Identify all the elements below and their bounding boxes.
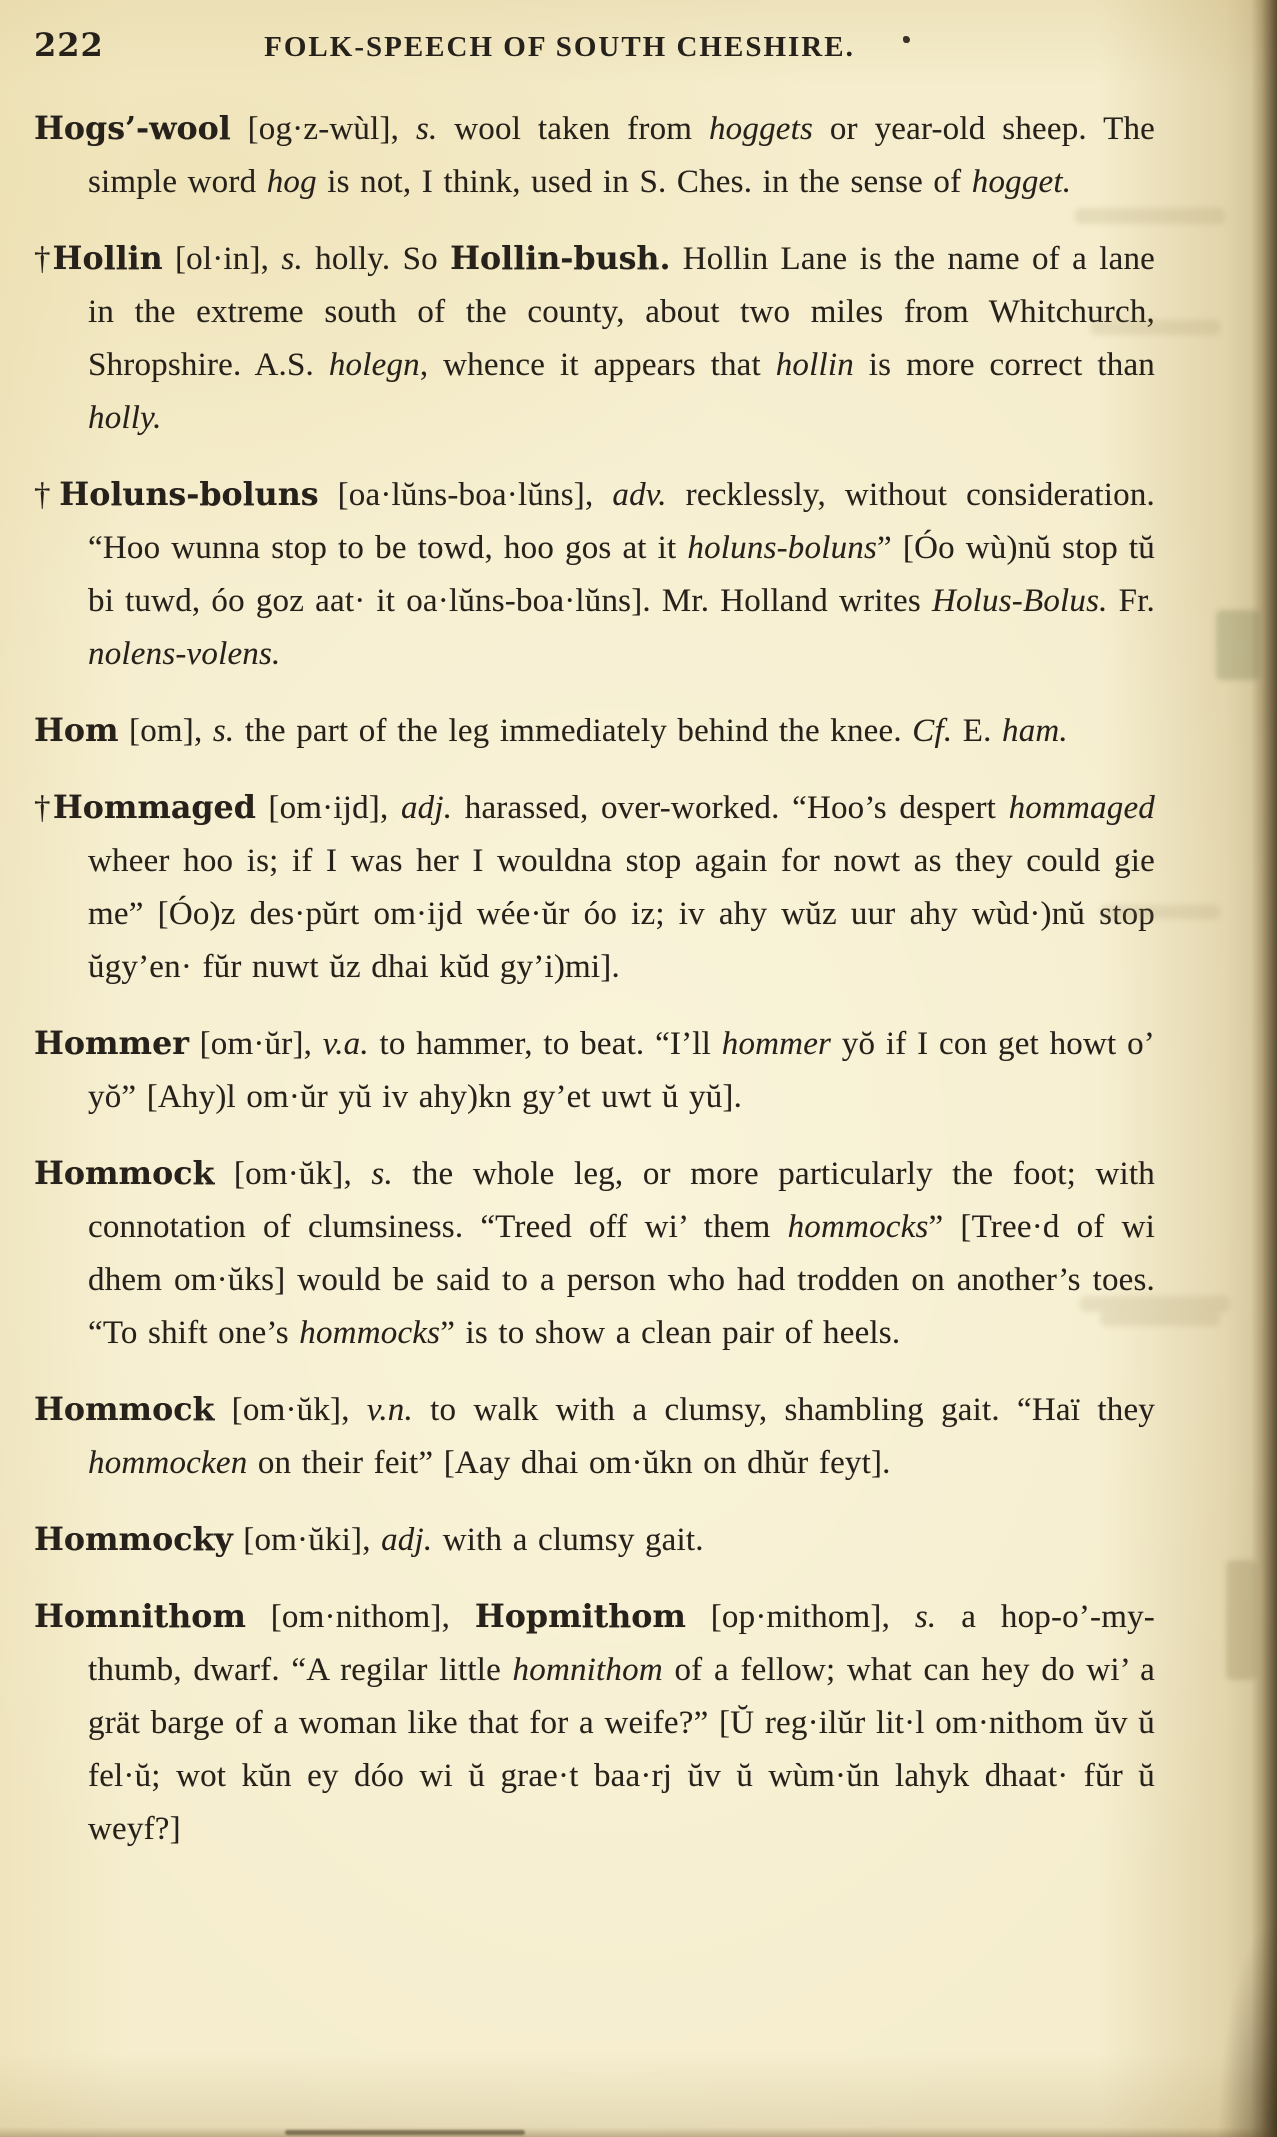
entry-text: wool taken from [437,111,709,147]
entry-text: ” [Óo wù)nŭ stop tŭ bi tuwd, óo goz aat· it oa·lŭns-boa·lŭns]. Mr. Holland writes [88,530,1155,619]
headword: Hommock [34,1155,215,1192]
entry-text: Hollin Lane is the name of a lane in the extreme south of the county, about two miles from Whitchurch, Shropshire. A.S. [88,241,1156,383]
entry-text: hogget. [971,164,1072,200]
entry-text: hommocken [88,1445,248,1481]
page-header [34,26,1155,72]
entry-text: hommaged [1008,790,1155,826]
headword: Hollin [52,240,163,277]
dictionary-entry [34,1147,1155,1360]
headword: Hommocky [34,1521,233,1558]
entry-text: E. [952,713,1002,749]
entry-text: s. [281,241,303,277]
entry-text: nolens-volens. [88,636,281,672]
headword: Hopmithom [474,1598,686,1635]
entry-text: [om·ŭr], [188,1026,323,1062]
entry-text: † [34,241,53,277]
entry-text: s. [914,1599,937,1635]
entry-text: the whole leg, or more particularly the foot; with connotation of clumsiness. “Treed off wi’ them [88,1156,1155,1245]
entry-text: ham. [1002,713,1068,749]
headword: Hollin-bush. [450,240,671,277]
entry-text: recklessly, without consideration. “Hoo wunna stop to be towd, hoo gos at it [88,477,1155,566]
headword: Hommaged [52,789,256,826]
dictionary-entry [34,102,1155,209]
entry-text: [om·ŭki], [232,1522,382,1558]
dictionary-entry [34,704,1155,758]
entry-text: holegn [328,347,420,383]
entry-text: † [34,790,53,826]
dictionary-entry [34,232,1155,445]
scan-mark-bottom [285,2130,525,2135]
entry-text: v.a. [322,1026,369,1062]
entry-text: holuns-boluns [687,530,878,566]
entry-list [34,102,1155,1856]
entry-text: , whence it appears that [419,347,776,383]
dictionary-entry [34,1383,1155,1490]
dictionary-entry [34,781,1155,994]
entry-text: s. [415,111,438,147]
entry-text: Cf. [912,713,953,749]
headword: Hogs’-wool [34,110,231,147]
headword: Hommer [34,1025,189,1062]
entry-text: adj. [400,790,453,826]
entry-text: [om], [118,713,213,749]
entry-text: [om·ijd], [255,790,401,826]
entry-text: s. [371,1156,393,1192]
running-title: FOLK-SPEECH OF SOUTH CHESHIRE. [264,31,855,63]
dictionary-entry [34,1590,1155,1856]
entry-text: [om·ŭk], [214,1156,372,1192]
entry-text: wheer hoo is; if I was her I wouldna stop again for nowt as they could gie me” [Óo)z des·pŭrt om·ijd wée·ŭr óo iz; iv ahy wŭz uur ahy wùd·)nŭ stop ŭgy’en· fŭr nuwt ŭz dhai kŭd gy’i)mi]. [88,843,1155,985]
entry-text: of a fellow; what can hey do wi’ a grät barge of a woman like that for a weife?” [Ŭ reg·ilŭr lit·l om·nithom ŭv ŭ fel·ŭ; wot kŭn ey dóo wi ŭ grae·t baa·rj ŭv ŭ wùm·ŭn lahyk dhaat· fŭr ŭ weyf?] [88,1652,1156,1847]
headword: Homnithom [34,1598,246,1635]
headword: Hom [34,712,119,749]
entry-text: yŏ if I con get howt o’ yŏ” [Ahy)l om·ŭr yŭ iv ahy)kn gy’et uwt ŭ yŭ]. [88,1026,1155,1115]
entry-text: harassed, over-worked. “Hoo’s despert [452,790,1009,826]
entry-text: to hammer, to beat. “I’ll [368,1026,722,1062]
entry-text: hollin [775,347,854,383]
entry-text: [ol·in], [162,241,282,277]
entry-text: hoggets [708,111,814,147]
entry-text: is more correct than [853,347,1155,383]
entry-text: homnithom [512,1652,663,1688]
scan-corner-shadow [1217,1917,1277,2137]
entry-text: [op·mithom], [685,1599,915,1635]
page-number: 222 [34,26,104,64]
headword: Hommock [34,1391,215,1428]
dictionary-entry [34,468,1155,681]
scan-edge-shadow-bottom [0,2127,1277,2137]
dictionary-entry [34,1017,1155,1124]
entry-text: holly. So [302,241,451,277]
entry-text: a hop-o’-my-thumb, dwarf. “A regilar little [88,1599,1155,1688]
entry-text: adj. [381,1522,433,1558]
entry-text: hommocks [787,1209,929,1245]
dictionary-entry [34,1513,1155,1567]
entry-text: or year-old sheep. The simple word [88,111,1155,200]
entry-text: hommer [721,1026,832,1062]
entry-text: adv. [612,477,667,513]
entry-text: ” [Tree·d of wi dhem om·ŭks] would be said to a person who had trodden on another’s toes. “To shift one’s [88,1209,1155,1351]
entry-text: on their feit” [Aay dhai om·ŭkn on dhŭr feyt]. [247,1445,891,1481]
entry-text: s. [212,713,235,749]
entry-text: ” is to show a clean pair of heels. [440,1315,901,1351]
entry-text: [og·z-wùl], [230,111,416,147]
entry-text: holly. [88,400,162,436]
entry-text: hog [266,164,317,200]
headword: Holuns-boluns [59,476,319,513]
entry-text: [oa·lŭns-boa·lŭns], [318,477,613,513]
entry-text: hommocks [299,1315,441,1351]
entry-text: Fr. [1107,583,1156,619]
ink-spot [903,36,910,43]
entry-text: to walk with a clumsy, shambling gait. “Haï they [412,1392,1156,1428]
entry-text: [om·nithom], [245,1599,475,1635]
entry-text: is not, I think, used in S. Ches. in the sense of [316,164,972,200]
entry-text: Holus-Bolus. [931,583,1108,619]
entry-text: v.n. [366,1392,413,1428]
entry-text: † [34,477,60,513]
entry-text: with a clumsy gait. [432,1522,704,1558]
entry-text: [om·ŭk], [214,1392,367,1428]
entry-text: the part of the leg immediately behind the knee. [234,713,913,749]
